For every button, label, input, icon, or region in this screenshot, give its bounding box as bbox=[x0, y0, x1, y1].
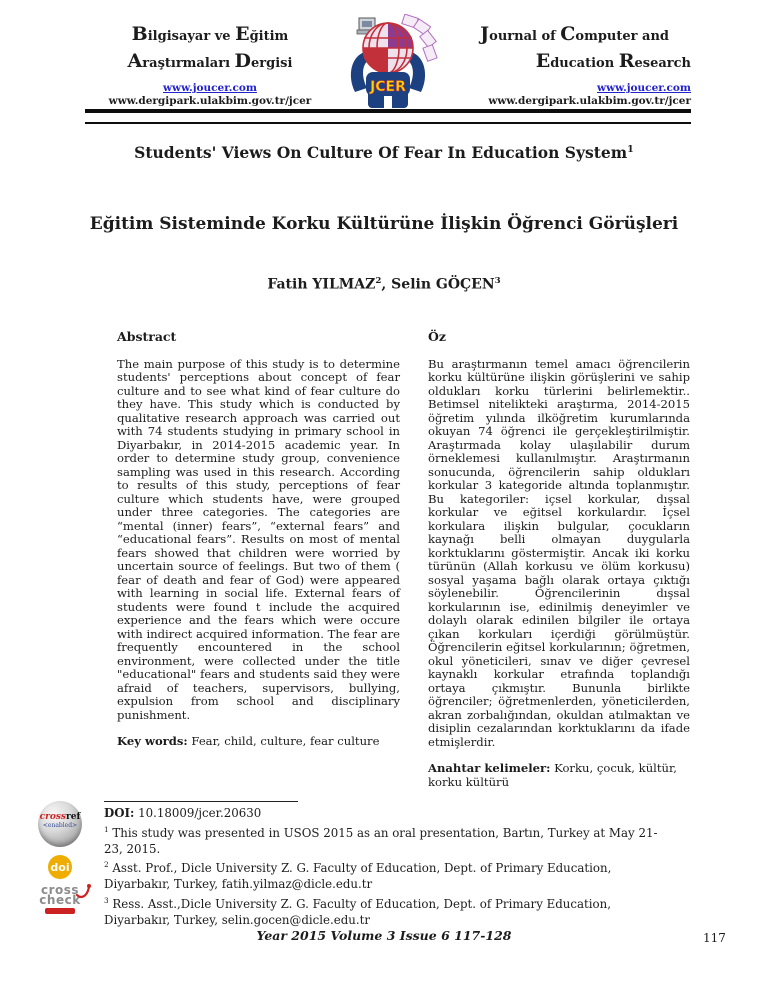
journal-name-english bbox=[441, 14, 691, 108]
keywords-label: Key words: bbox=[117, 734, 188, 748]
author-1-footnote-ref: 2 bbox=[375, 276, 382, 286]
oz-section bbox=[428, 330, 690, 789]
journal-header bbox=[85, 14, 691, 112]
header-divider bbox=[85, 109, 691, 124]
author-2: Selin GÖÇEN bbox=[391, 276, 495, 293]
footnotes-block bbox=[104, 806, 670, 928]
abstract-heading: Abstract bbox=[117, 329, 177, 344]
journal-name-en-line2: Education Research bbox=[535, 50, 691, 72]
doi-value: 10.18009/jcer.20630 bbox=[134, 806, 262, 820]
footnote-3: $^3$ Ress. Asst.,Dicle University Z. G. Faculty of Education, Dept. of Primary Education, Diyarbakır, Turkey, selin.gocen@dicle.edu.tr bbox=[104, 895, 611, 927]
author-1: Fatih YILMAZ bbox=[267, 276, 376, 293]
article-title-english: Students' Views On Culture Of Fear In Education System$^1$ bbox=[134, 143, 634, 162]
title-footnote-ref: 1 bbox=[627, 143, 634, 155]
abstract-body: The main purpose of this study is to determine students' perceptions about concept of fear culture and to see what kind of fear culture do they have. This study which is conducted by qualitative research approach was carried out with 74 students studying in primary school in Diyarbakır, in 2014-2015 academic year. In order to determine study group, convenience sampling was used in this research. According to results of this study, perceptions of fear culture which students have, were grouped under three categories. The categories are “mental (inner) fears”, “external fears” and “educational fears”. Results on most of mental fears showed that children were worried by uncertain source of feelings. But two of them ( fear of death and fear of God) were appeared with learning in social life. External fears of students were found t include the acquired experience and the fears which were occure with indirect acquired information. The fear are frequently encountered in the school environment, were collected under the title "educational" fears and students said they were afraid of teachers, supervisors, bullying, expulsion from school and disciplinary punishment. bbox=[117, 356, 400, 722]
doi-label: DOI: bbox=[104, 806, 135, 820]
jcer-logo-icon bbox=[335, 14, 441, 112]
ithenticate-pill bbox=[45, 908, 75, 914]
oz-body: Bu araştırmanın temel amacı öğrencilerin korku kültürüne ilişkin görüşlerini ve sahip oldukları korku türlerini belirlemektir.. Betimsel nitelikteki araştırma, 2014-2015 öğretim yılında ilköğretim kurumlarında okuyan 74 öğrenci ile gerçekleştirilmiştir. Araştırmada kolay ulaşılabilir durum örneklemesi kullanılmıştır. Araştırmanın sonucunda, öğrencilerin sahip oldukları korkular 3 kategoride altında toplanmıştır. Bu kategoriler: içsel korkular, dışsal korkular ve eğitsel korkulardır. İçsel korkulara ilişkin bulgular, çocukların kaynağı belli olmayan duygularla korktuklarını göstermiştir. Ancak iki korku türünün (Allah korkusu ve ölüm korkusu) sosyal yaşama bağlı olarak ortaya çıktığı söylenebilir. Öğrencilerinin dışsal korkularının ise, edinilmiş deneyimler ve dolaylı olarak edinilen bilgiler ile ortaya çıkan korkuları içerdiği görülmüştür. Öğrencilerin eğitsel korkularının; öğretmen, okul yöneticileri, sınav ve diğer çevresel kaynaklı korkular etrafında toplandığı ortaya çıkmıştır. Bununla birlikte öğrenciler; öğretmenlerden, yöneticilerden, akran zorbalığından, okuldan atılmaktan ve disiplin cezalarından korktuklarını da ifade etmişlerdir. bbox=[428, 356, 690, 749]
article-title-turkish: Eğitim Sisteminde Korku Kültürüne İlişkin Öğrenci Görüşleri bbox=[89, 214, 679, 234]
globe-icon bbox=[363, 23, 413, 73]
joucer-link-left[interactable]: www.joucer.com bbox=[163, 82, 257, 94]
keywords-value: Fear, child, culture, fear culture bbox=[187, 734, 380, 748]
journal-name-tr-line2: Araştırmaları Dergisi bbox=[127, 50, 293, 72]
dergipark-url-right: www.dergipark.ulakbim.gov.tr/jcer bbox=[488, 95, 691, 107]
doi-badge-icon: doi bbox=[48, 855, 72, 879]
footnote-separator bbox=[104, 801, 298, 802]
journal-name-en-line1: Journal of Computer and bbox=[480, 23, 669, 45]
authors-line: Fatih YILMAZ$^2$, Selin GÖÇEN$^3$ bbox=[267, 276, 501, 293]
crosscheck-pen-icon bbox=[75, 883, 91, 901]
anahtar-kelimeler-value: Korku, çocuk, kültür, korku kültürü bbox=[428, 761, 677, 789]
anahtar-kelimeler-line bbox=[428, 762, 690, 789]
footnote-1: $^1$ This study was presented in USOS 2015 as an oral presentation, Bartın, Turkey at May 21-23, 2015. bbox=[104, 824, 658, 856]
journal-name-tr-line1: Bilgisayar ve Eğitim bbox=[131, 23, 289, 45]
abstract-section bbox=[117, 330, 400, 789]
crossref-badge-icon: crossref <enabled> bbox=[38, 801, 82, 847]
badge-column bbox=[31, 801, 89, 914]
footnote-2: $^2$ Asst. Prof., Dicle University Z. G. Faculty of Education, Dept. of Primary Education, Diyarbakır, Turkey, fatih.yilmaz@dicle.edu.tr bbox=[104, 860, 612, 892]
crosscheck-badge-icon: cross check bbox=[31, 885, 89, 914]
dergipark-url-left: www.dergipark.ulakbim.gov.tr/jcer bbox=[108, 95, 312, 107]
abstract-columns bbox=[117, 330, 690, 789]
keywords-line bbox=[117, 735, 400, 749]
issue-info: Year 2015 Volume 3 Issue 6 117-128 bbox=[256, 928, 512, 943]
page-number: 117 bbox=[703, 931, 726, 945]
doi-line bbox=[104, 806, 670, 822]
author-2-footnote-ref: 3 bbox=[494, 276, 501, 286]
journal-name-turkish bbox=[85, 14, 335, 108]
joucer-link-right[interactable]: www.joucer.com bbox=[597, 82, 691, 94]
oz-heading: Öz bbox=[428, 329, 446, 344]
anahtar-kelimeler-label: Anahtar kelimeler: bbox=[428, 761, 551, 775]
logo-jcer-text: JCER bbox=[370, 79, 406, 95]
